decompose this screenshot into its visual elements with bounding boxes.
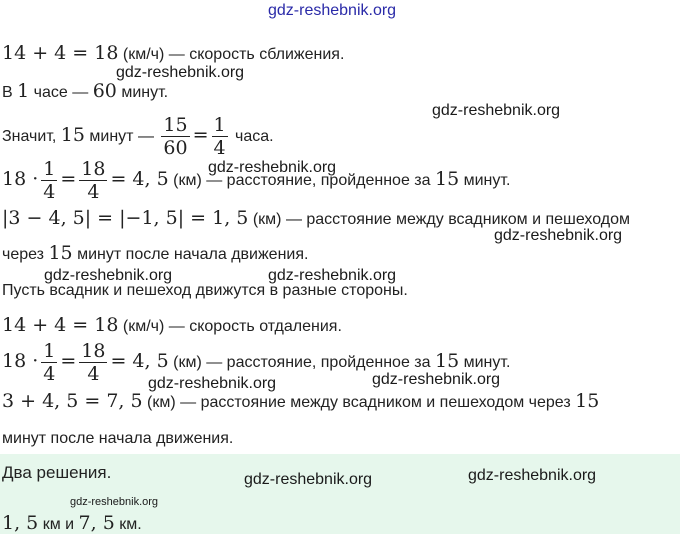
fraction-numerator: 15 <box>163 114 188 136</box>
watermark-top: gdz-reshebnik.org <box>268 2 397 19</box>
math-number: 15 <box>575 390 600 412</box>
line-text: (км/ч) — скорость отдаления. <box>118 318 342 335</box>
answer-title: Два решения. <box>2 463 112 482</box>
fraction <box>79 158 107 203</box>
watermark-small: gdz-reshebnik.org <box>70 496 159 508</box>
line-opposite-directions <box>2 280 408 300</box>
math-expression: 14 + 4 = 18 <box>2 314 119 336</box>
line-text: минут после начала движения. <box>2 430 234 447</box>
line-text: Пусть всадник и пешеход движутся в разные стороны. <box>2 282 408 299</box>
watermark: gdz-reshebnik.org <box>44 267 173 284</box>
watermark: gdz-reshebnik.org <box>468 467 597 484</box>
line-text: (км) — расстояние, пройденное за <box>168 353 435 371</box>
fraction-denominator: 4 <box>87 363 100 385</box>
math-operator: = <box>60 167 77 190</box>
fraction-numerator: 1 <box>43 158 56 180</box>
fraction <box>161 114 189 159</box>
line-text: минут. <box>116 84 169 101</box>
math-number: 15 <box>48 242 73 264</box>
fraction-denominator: 4 <box>43 181 56 203</box>
fraction <box>79 340 107 385</box>
fraction-numerator: 1 <box>213 114 226 136</box>
line-text: часе — <box>29 84 93 101</box>
fraction-denominator: 4 <box>43 363 56 385</box>
math-number: 15 <box>60 123 85 146</box>
line-text: км. <box>114 516 142 533</box>
math-expression: 14 + 4 = 18 <box>2 42 119 64</box>
line-text: через <box>2 246 49 263</box>
watermark: gdz-reshebnik.org <box>208 159 337 176</box>
line-text: часа. <box>230 127 274 145</box>
line-hour-minutes <box>2 80 168 102</box>
line-text: В <box>2 84 18 101</box>
math-expression: = 4, 5 <box>110 349 169 372</box>
answer-values <box>2 512 142 534</box>
watermark: gdz-reshebnik.org <box>494 227 623 244</box>
line-text: (км) — расстояние между всадником и пешеходом через <box>142 394 576 411</box>
math-number: 15 <box>434 167 460 190</box>
watermark: gdz-reshebnik.org <box>116 64 245 81</box>
watermark: gdz-reshebnik.org <box>244 471 373 488</box>
math-expression: = 4, 5 <box>110 167 169 190</box>
fraction-numerator: 18 <box>81 158 106 180</box>
line-text: (км) — расстояние, пройденное за <box>168 171 435 189</box>
fraction <box>41 158 57 203</box>
line-text: км и <box>38 516 79 533</box>
watermark: gdz-reshebnik.org <box>432 102 561 119</box>
line-text: минут после начала движения. <box>72 246 309 263</box>
line-text: Значит, <box>2 127 61 145</box>
line-fraction-hours <box>2 114 274 159</box>
line-text: минут — <box>84 127 159 145</box>
line-distance-15min <box>2 158 510 203</box>
math-expression: 3 + 4, 5 = 7, 5 <box>2 390 143 412</box>
math-operator: = <box>192 123 209 146</box>
fraction-numerator: 1 <box>43 340 56 362</box>
watermark: gdz-reshebnik.org <box>372 371 501 388</box>
line-distance-between <box>2 207 630 229</box>
math-expression: |3 − 4, 5| = |−1, 5| = 1, 5 <box>2 207 249 229</box>
line-text: минут. <box>459 353 511 371</box>
math-number: 1 <box>17 80 30 102</box>
line-after-start <box>2 242 308 264</box>
math-expression: 18 · <box>2 167 39 190</box>
line-text: (км/ч) — скорость сближения. <box>118 46 345 63</box>
watermark: gdz-reshebnik.org <box>148 375 277 392</box>
fraction <box>41 340 57 385</box>
math-operator: = <box>60 349 77 372</box>
line-text: минут. <box>459 171 511 189</box>
fraction-denominator: 4 <box>213 137 226 159</box>
math-number: 60 <box>92 80 117 102</box>
line-text: (км) — расстояние между всадником и пешеходом <box>248 211 630 228</box>
math-expression: 18 · <box>2 349 39 372</box>
line-distance-between-2 <box>2 390 599 412</box>
watermark: gdz-reshebnik.org <box>268 267 397 284</box>
fraction <box>212 114 228 159</box>
line-after-start-2 <box>2 428 233 448</box>
math-number: 1, 5 <box>2 512 39 534</box>
fraction-denominator: 60 <box>163 137 188 159</box>
fraction-denominator: 4 <box>87 181 100 203</box>
math-number: 15 <box>434 349 460 372</box>
line-closing-speed <box>2 42 344 64</box>
fraction-numerator: 18 <box>81 340 106 362</box>
line-distance-15min-2 <box>2 340 510 385</box>
math-number: 7, 5 <box>78 512 115 534</box>
line-separation-speed <box>2 314 342 336</box>
